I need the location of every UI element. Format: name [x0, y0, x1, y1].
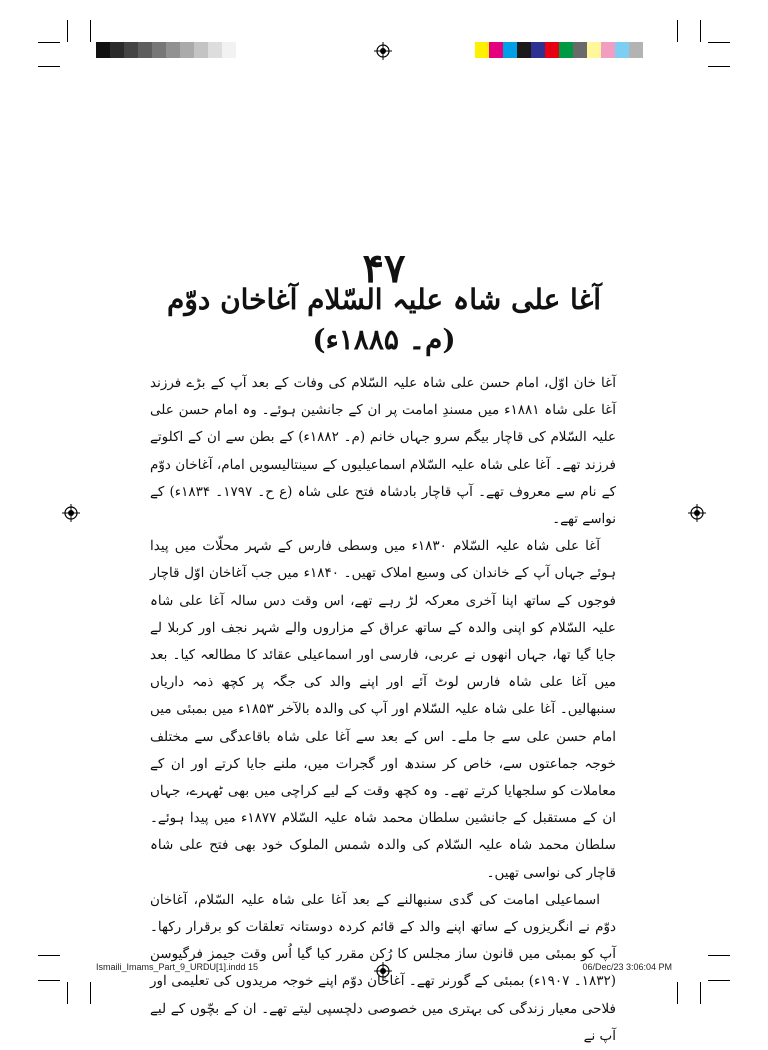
gray-swatch — [222, 42, 236, 58]
crop-mark-bottom-right-v2 — [677, 982, 678, 1004]
registration-mark-left-icon — [62, 504, 80, 522]
crop-mark-top-right-h2 — [708, 66, 730, 67]
color-swatch — [615, 42, 629, 58]
crop-mark-top-left-h — [38, 42, 60, 43]
color-swatch — [629, 42, 643, 58]
slug-file-name: Ismaili_Imams_Part_9_URDU[1].indd 15 — [96, 962, 259, 972]
crop-mark-bottom-left-v — [67, 982, 68, 1004]
registration-mark-right-icon — [688, 504, 706, 522]
gray-swatch — [208, 42, 222, 58]
color-swatch — [559, 42, 573, 58]
color-swatch — [475, 42, 489, 58]
slug-datetime: 06/Dec/23 3:06:04 PM — [582, 962, 672, 972]
color-swatch — [503, 42, 517, 58]
gray-swatch — [110, 42, 124, 58]
crop-mark-bottom-left-h — [38, 955, 60, 956]
crop-mark-bottom-right-v — [700, 982, 701, 1004]
paragraph: آغا علی شاہ علیہ السّلام ۱۸۳۰ء میں وسطی فارس کے شہر محلّات میں پیدا ہوئے جہاں آپ کے خاندان کی وسیع املاک تھیں۔ ۱۸۴۰ء میں جب آغاخان اوّل قاچار فوجوں کے ساتھ اپنا آخری معرکہ لڑ رہے تھے، اس وقت دس سالہ آغا علی شاہ علیہ السّلام کو اپنی والدہ کے ساتھ عراق کے مزاروں والے شہر نجف اور کربلا لے جایا گیا تھا، جہاں انھوں نے عربی، فارسی اور اسماعیلی عقائد کا مطالعہ کیا۔ بعد میں آغا علی شاہ فارس لوٹ آئے اور اپنے والد کی جگہ پر کچھ ذمہ داریاں سنبھالیں۔ آغا علی شاہ علیہ السّلام اور آپ کی والدہ بالآخر ۱۸۵۳ء میں بمبئی میں امام حسن علی سے جا ملے۔ اس کے بعد سے آغا علی شاہ باقاعدگی سے مختلف خوجہ جماعتوں سے، خاص کر سندھ اور گجرات میں، ملنے جایا کرتے اور ان کے معاملات کو سلجھایا کرتے تھے۔ وہ کچھ وقت کے لیے کراچی میں بھی ٹھہرے، جہاں ان کے مستقبل کے جانشین سلطان محمد شاہ علیہ السّلام ۱۸۷۷ء میں پیدا ہوئے۔ سلطان محمد شاہ علیہ السّلام کی والدہ شمس الملوک خود بھی فتح علی شاہ قاچار کی نواسی تھیں۔ — [150, 538, 616, 881]
process-color-bar — [475, 42, 643, 58]
crop-mark-top-right-v2 — [677, 20, 678, 42]
crop-mark-bottom-right-h — [708, 955, 730, 956]
crop-mark-top-right-h — [708, 42, 730, 43]
chapter-title: آغا علی شاہ علیہ السّلام آغاخان دوّم (م۔ ۱۸۸۵ء) — [167, 283, 601, 356]
crop-mark-top-left-v2 — [90, 20, 91, 42]
registration-mark-top-icon — [374, 42, 392, 60]
paragraph: آغا خان اوّل، امام حسن علی شاہ علیہ السّلام کی وفات کے بعد آپ کے بڑے فرزند آغا علی شاہ ۱۸۸۱ء میں مسندِ امامت پر ان کے جانشین ہوئے۔ وہ امام حسن علی علیہ السّلام کی قاچار بیگم سرو جہاں خانم (م۔ ۱۸۸۲ء) کے بطن سے ان کے اکلوتے فرزند تھے۔ آغا علی شاہ علیہ السّلام اسماعیلیوں کے سینتالیسویں امام، آغاخان دوّم کے نام سے معروف تھے۔ آپ قاچار بادشاہ فتح علی شاہ (ع ح۔ ۱۷۹۷۔ ۱۸۳۴ء) کے نواسے تھے۔ — [150, 375, 616, 528]
paragraph: اسماعیلی امامت کی گدی سنبھالنے کے بعد آغا علی شاہ علیہ السّلام، آغاخان دوّم نے انگریزوں کے ساتھ اپنے والد کے قائم کردہ دوستانہ تعلقات کو برقرار رکھا۔ آپ کو بمبئی میں قانون ساز مجلس کا رُکن مقرر کیا گیا اُس وقت جیمز فرگیوسن (۱۸۳۲۔ ۱۹۰۷ء) بمبئی کے گورنر تھے۔ آغاخان دوّم اپنے خوجہ مریدوں کی تعلیمی اور فلاحی معیار زندگی کی بہتری میں خصوصی دلچسپی لیتے تھے۔ ان کے بچّوں کے لیے آپ نے — [150, 891, 616, 1044]
color-swatch — [517, 42, 531, 58]
gray-swatch — [96, 42, 110, 58]
color-swatch — [587, 42, 601, 58]
crop-mark-bottom-left-h2 — [38, 980, 60, 981]
crop-mark-top-left-v — [67, 20, 68, 42]
gray-swatch — [138, 42, 152, 58]
body-text — [150, 370, 616, 1050]
color-swatch — [545, 42, 559, 58]
color-swatch — [531, 42, 545, 58]
crop-mark-top-right-v — [700, 20, 701, 42]
grayscale-color-bar — [96, 42, 236, 58]
crop-mark-bottom-left-v2 — [90, 982, 91, 1004]
gray-swatch — [180, 42, 194, 58]
gray-swatch — [194, 42, 208, 58]
gray-swatch — [124, 42, 138, 58]
chapter-number: ۴۷ — [362, 245, 406, 292]
color-swatch — [573, 42, 587, 58]
color-swatch — [489, 42, 503, 58]
color-swatch — [601, 42, 615, 58]
crop-mark-bottom-right-h2 — [708, 980, 730, 981]
gray-swatch — [166, 42, 180, 58]
gray-swatch — [152, 42, 166, 58]
crop-mark-top-left-h2 — [38, 66, 60, 67]
